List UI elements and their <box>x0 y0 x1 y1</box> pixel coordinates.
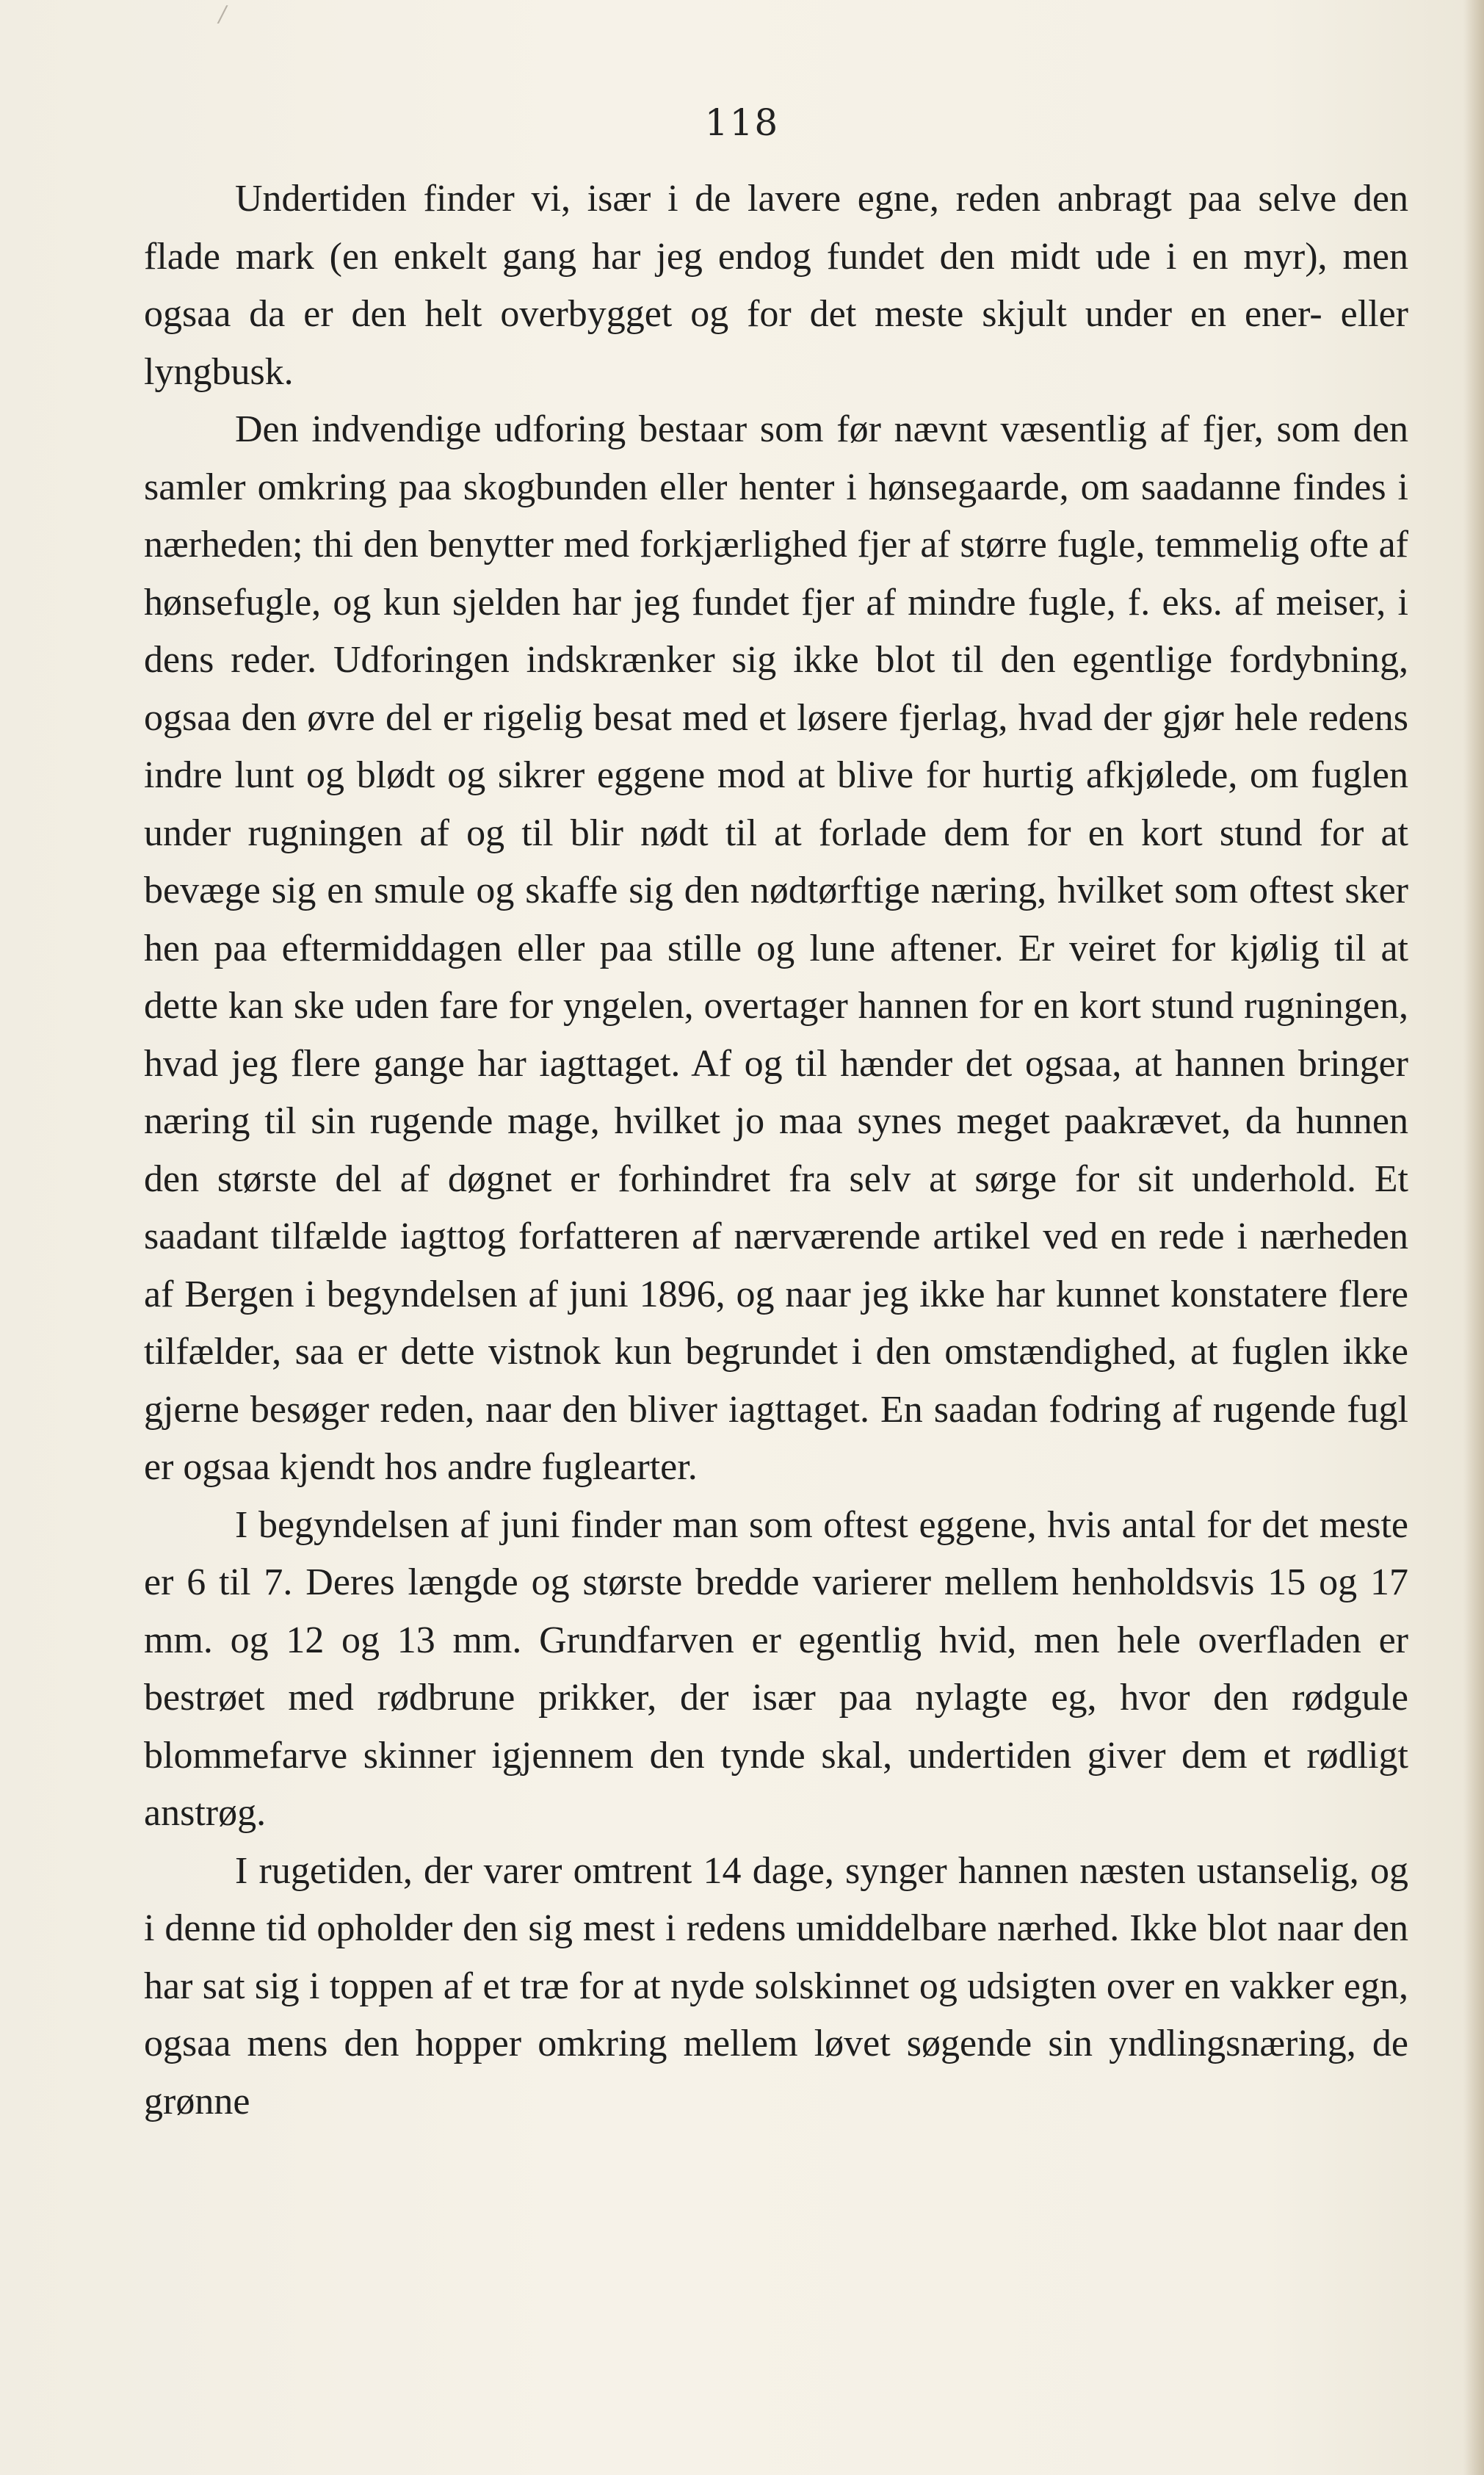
paragraph-2: Den indvendige udforing bestaar som før nævnt væsentlig af fjer, som den samler omkring paa skogbunden eller henter i hønsegaarde, om saadanne findes i nærheden; thi den benytter med forkjærlighed fjer af større fugle, temmelig ofte af hønsefugle, og kun sjelden har jeg fundet fjer af mindre fugle, f. eks. af meiser, i dens reder. Udforingen indskrænker sig ikke blot til den egentlige fordybning, ogsaa den øvre del er rigelig besat med et løsere fjerlag, hvad der gjør hele redens indre lunt og blødt og sikrer eggene mod at blive for hurtig afkjølede, om fuglen under rugningen af og til blir nødt til at forlade dem for en kort stund for at bevæge sig en smule og skaffe sig den nødtørftige næring, hvilket som oftest sker hen paa eftermiddagen eller paa stille og lune aftener. Er veiret for kjølig til at dette kan ske uden fare for yngelen, overtager hannen for en kort stund rugningen, hvad jeg flere gange har iagttaget. Af og til hænder det ogsaa, at hannen bringer næring til sin rugende mage, hvilket jo maa synes meget paakrævet, da hunnen den største del af døgnet er forhindret fra selv at sørge for sit underhold. Et saadant tilfælde iagttog forfatteren af nærværende artikel ved en rede i nærheden af Bergen i begyndelsen af juni 1896, og naar jeg ikke har kunnet konstatere flere tilfælder, saa er dette vistnok kun begrundet i den omstændighed, at fuglen ikke gjerne besøger reden, naar den bliver iagttaget. En saadan fodring af rugende fugl er ogsaa kjendt hos andre fuglearter. <box>144 408 1408 1488</box>
page-edge-shadow <box>1463 0 1484 2475</box>
page-number: 118 <box>704 101 780 144</box>
paragraph-1: Undertiden finder vi, især i de lavere egne, reden anbragt paa selve den flade mark (en enkelt gang har jeg endog fundet den midt ude i en myr), men ogsaa da er den helt overbygget og for det meste skjult under en ener- eller lyngbusk. <box>144 178 1408 393</box>
body-text <box>144 170 1408 2131</box>
pencil-margin-mark: / <box>219 1 227 27</box>
paragraph-3: I begyndelsen af juni finder man som oftest eggene, hvis antal for det meste er 6 til 7. Deres længde og største bredde varierer mellem henholdsvis 15 og 17 mm. og 12 og 13 mm. Grundfarven er egentlig hvid, men hele overfladen er bestrøet med rødbrune prikker, der især paa nylagte eg, hvor den rødgule blommefarve skinner igjennem den tynde skal, undertiden giver dem et rødligt anstrøg. <box>144 1503 1408 1834</box>
paragraph-4: I rugetiden, der varer omtrent 14 dage, synger hannen næsten ustanselig, og i denne tid opholder den sig mest i redens umiddelbare nærhed. Ikke blot naar den har sat sig i toppen af et træ for at nyde solskinnet og udsigten over en vakker egn, ogsaa mens den hopper omkring mellem løvet søgende sin yndlingsnæring, de grønne <box>144 1849 1408 2122</box>
